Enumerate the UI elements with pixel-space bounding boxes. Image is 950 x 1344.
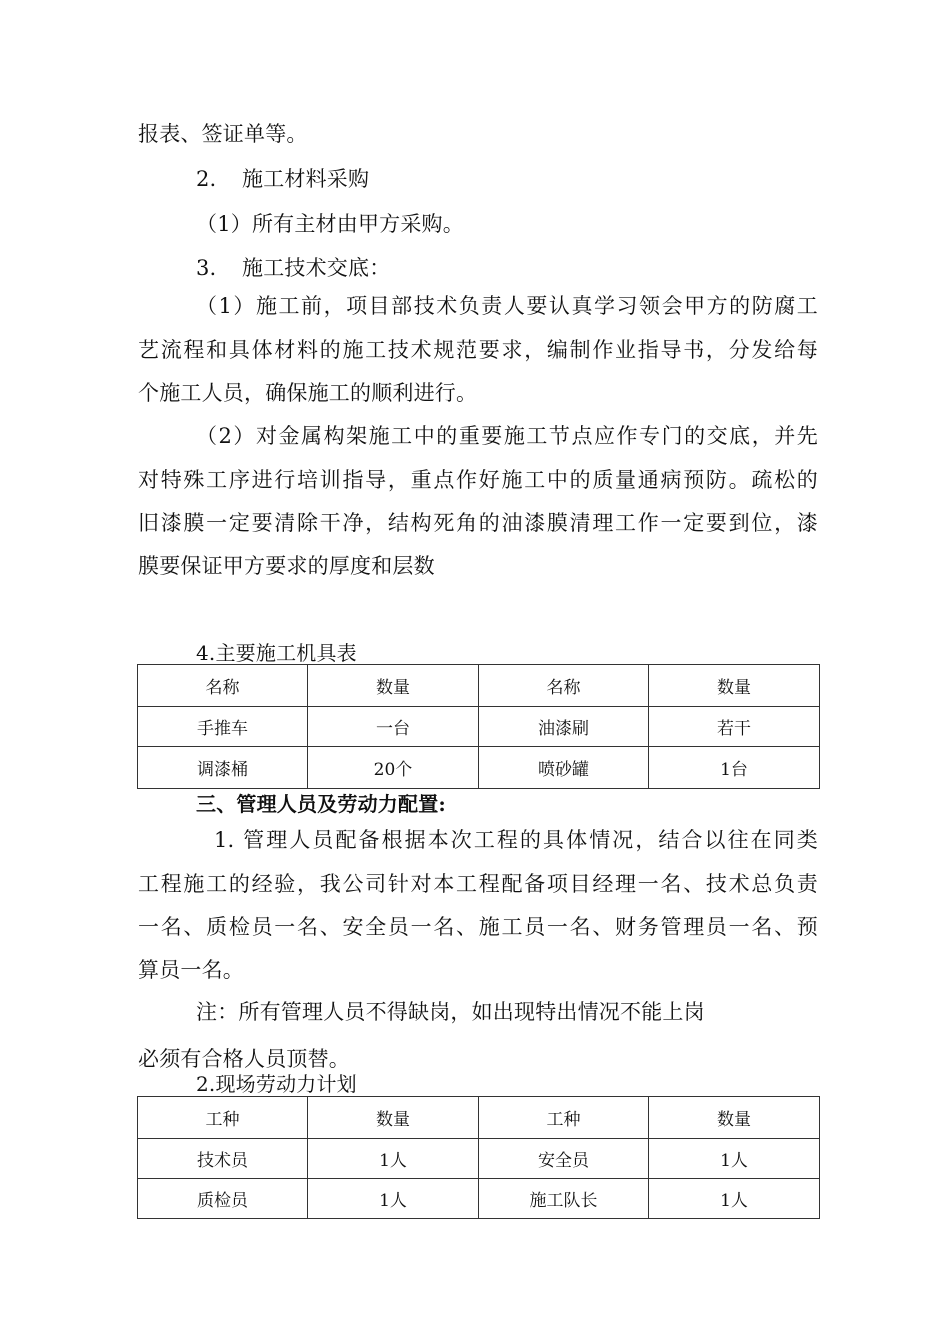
paragraph-line: 膜要保证甲方要求的厚度和层数 [138,554,435,578]
paragraph-line: （2）对金属构架施工中的重要施工节点应作专门的交底，并先 [196,424,818,448]
table-row [138,747,820,789]
table-cell: 施工队长 [479,1179,649,1219]
header-cell: 工种 [479,1097,649,1139]
table-title: 2.现场劳动力计划 [196,1072,357,1096]
table-cell: 1台 [649,747,820,789]
section-heading: 三、管理人员及劳动力配置: [196,792,446,816]
header-cell: 数量 [649,665,820,707]
table-cell: 技术员 [138,1139,308,1179]
paragraph-line: 报表、签证单等。 [138,122,308,146]
paragraph-line: 工程施工的经验，我公司针对本工程配备项目经理一名、技术总负责 [138,872,818,896]
paragraph-line: 1. 管理人员配备根据本次工程的具体情况，结合以往在同类 [214,828,818,852]
table-cell: 1人 [308,1139,479,1179]
paragraph-line: 旧漆膜一定要清除干净，结构死角的油漆膜清理工作一定要到位，漆 [138,511,818,535]
header-cell: 工种 [138,1097,308,1139]
paragraph-line: 对特殊工序进行培训指导，重点作好施工中的质量通病预防。疏松的 [138,468,818,492]
section-number: 2. [196,167,217,191]
paragraph-line: 艺流程和具体材料的施工技术规范要求，编制作业指导书，分发给每 [138,338,818,362]
table-cell: 安全员 [479,1139,649,1179]
table-cell: 20个 [308,747,479,789]
section-title: 施工技术交底： [242,256,391,280]
header-cell: 名称 [138,665,308,707]
labor-table [137,1096,820,1219]
header-cell: 名称 [479,665,649,707]
equipment-table [137,664,820,789]
table-cell: 1人 [649,1179,820,1219]
note-line: 必须有合格人员顶替。 [138,1047,350,1071]
header-cell: 数量 [308,665,479,707]
paragraph-line: 一名、质检员一名、安全员一名、施工员一名、财务管理员一名、预 [138,915,818,939]
table-row [138,707,820,747]
table-title: 4.主要施工机具表 [196,641,357,665]
table-cell: 若干 [649,707,820,747]
table-header-row [138,665,820,707]
section-title: 施工材料采购 [242,167,370,191]
header-cell: 数量 [649,1097,820,1139]
table-row [138,1179,820,1219]
table-cell: 1人 [308,1179,479,1219]
paragraph-line: 算员一名。 [138,958,244,982]
table-cell: 手推车 [138,707,308,747]
table-cell: 喷砂罐 [479,747,649,789]
table-header-row [138,1097,820,1139]
table-cell: 油漆刷 [479,707,649,747]
table-row [138,1139,820,1179]
section-number: 3. [196,256,217,280]
table-cell: 质检员 [138,1179,308,1219]
header-cell: 数量 [308,1097,479,1139]
paragraph-line: （1）所有主材由甲方采购。 [196,212,464,236]
paragraph-line: （1）施工前，项目部技术负责人要认真学习领会甲方的防腐工 [196,294,818,318]
table-cell: 一台 [308,707,479,747]
table-cell: 1人 [649,1139,820,1179]
table-cell: 调漆桶 [138,747,308,789]
note-line: 注：所有管理人员不得缺岗，如出现特出情况不能上岗 [196,1000,705,1024]
paragraph-line: 个施工人员，确保施工的顺利进行。 [138,381,478,405]
